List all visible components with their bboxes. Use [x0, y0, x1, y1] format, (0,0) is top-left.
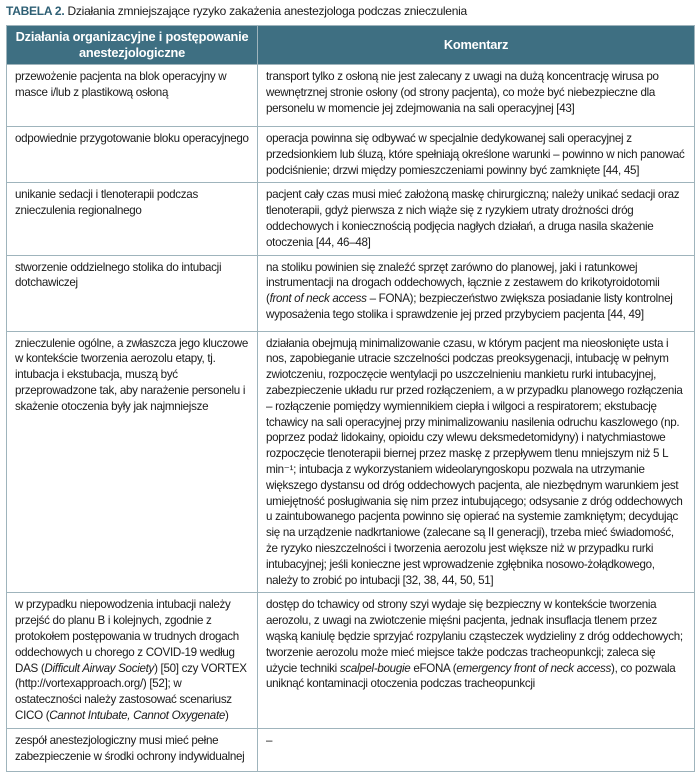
table-row: [7, 255, 695, 331]
action-italic-term: Cannot Intubate, Cannot Oxygenate: [49, 708, 226, 722]
table-row: [7, 331, 695, 593]
action-text: ) [50] czy VORTEX (http://vortexapproach.org/) [52]; w ostateczności należy zastosować scenariusz CICO (: [15, 661, 247, 722]
table-body: [7, 65, 695, 772]
comment-italic-term: front of neck access: [269, 292, 367, 306]
comment-cell: pacjent cały czas musi mieć założoną maskę chirurgiczną; należy unikać sedacji oraz tlenoterapii, gdyż pierwsza z nich wiąże się z ryzykiem utraty drożności dróg oddechowych i koniecznością podjęcia nagłych działań, a druga nasila skażenie otoczenia [44, 46–48]: [258, 183, 695, 255]
table-number: TABELA 2.: [6, 4, 65, 18]
table-title: Działania zmniejszające ryzyko zakażenia anestezjologa podczas znieczulenia: [64, 4, 467, 18]
action-cell: znieczulenie ogólne, a zwłaszcza jego kluczowe w kontekście tworzenia aerozolu etapy, tj. intubacja i ekstubacja, muszą być przeprowadzone tak, aby narażenie personelu i skażenie otoczenia były jak najmniejsze: [7, 331, 258, 593]
comment-cell: działania obejmują minimalizowanie czasu, w którym pacjent ma nieosłonięte usta i nos, zapobieganie utracie szczelności podczas preoksygenacji, intubację w pełnym zwiotczeniu, rozpoczęcie wentylacji po uszczelnieniu mankietu rurki intubacyjnej, zabezpieczenie układu rur przed rozłączeniem, a w przypadku planowego rozłączenia – rozłączenie pomiędzy wymiennikiem ciepła i wilgoci a respiratorem; ekstubację tchawicy na sali operacyjnej przy minimalizowaniu nasilenia odruchu kaszlowego (np. poprzez podaż lidokainy, opioidu czy wlewu deksmedetomidyny) i natychmiastowe rozpoczęcie tlenoterapii biernej przez maskę z przepływem tlenu mniejszym niż 5 L min⁻¹; intubacja z wykorzystaniem wideolaryngoskopu pozwala na utrzymanie większego dystansu od dróg oddechowych pacjenta, ale niezbędnym warunkiem jest umiejętność posługiwania się nim przez intubującego; odsysanie z dróg oddechowych u zaintubowanego pacjenta powinno się opierać na systemie zamkniętym; decydując się na urządzenie nadkrtaniowe (zalecane są II generacji), trzeba mieć świadomość, że ryzyko nieszczelności i tworzenia aerozolu jest większe niż w przypadku rurki intubacyjnej; jeśli konieczne jest wprowadzenie zgłębnika nosowo-żołądkowego, należy to zrobić po intubacji [32, 38, 44, 50, 51]: [258, 331, 695, 593]
comment-text: na stoliku powinien się znaleźć sprzęt zarówno do planowej, jaki i ratunkowej instrumentacji na drogach oddechowych, łącznie z zestawem do krikotyroidotomii (: [266, 260, 660, 306]
action-cell: odpowiednie przygotowanie bloku operacyjnego: [7, 127, 258, 183]
comment-cell: –: [258, 728, 695, 771]
comment-italic-term: scalpel-bougie: [339, 661, 411, 675]
comment-italic-term: emergency front of neck access: [456, 661, 612, 675]
comment-text: ), co pozwala uniknąć kontaminacji otoczenia podczas tracheopunkcji: [266, 661, 676, 691]
action-cell: przewożenie pacjenta na blok operacyjny w masce i/lub z plastikową osłoną: [7, 65, 258, 127]
comment-text: dostęp do tchawicy od strony szyi wydaje się bezpieczny w kontekście tworzenia aerozolu, z uwagi na zwiotczenie mięśni pacjenta, jednak insuflacja tlenem przez wąską kaniulę będzie sprzyjać rozpylaniu cząsteczek wydzieliny z dróg oddechowych; tworzenie aerozolu może mieć miejsce także podczas tracheopunkcji; zaleca się użycie techniki: [266, 598, 683, 675]
header-actions: Działania organizacyjne i postępowanie anestezjologiczne: [7, 26, 258, 65]
measures-table: [6, 25, 695, 772]
comment-cell: operacja powinna się odbywać w specjalnie dedykowanej sali operacyjnej z przedsionkiem lub śluzą, które spełniają określone warunki – powinno w nich panować podciśnienie; drzwi między pomieszczeniami powinny być zamknięte [44, 45]: [258, 127, 695, 183]
comment-cell: [258, 255, 695, 331]
action-text: w przypadku niepowodzenia intubacji należy przejść do planu B i kolejnych, zgodnie z protokołem postępowania w trudnych drogach oddechowych u chorego z COVID-19 według DAS (: [15, 598, 239, 675]
action-cell: zespół anestezjologiczny musi mieć pełne zabezpieczenie w środki ochrony indywidualnej: [7, 728, 258, 771]
table-row: [7, 183, 695, 255]
table-header: [7, 26, 695, 65]
table-row: [7, 728, 695, 771]
header-comment: Komentarz: [258, 26, 695, 65]
table-row: [7, 65, 695, 127]
action-italic-term: Difficult Airway Society: [44, 661, 155, 675]
action-text: ): [225, 708, 229, 722]
comment-text: – FONA); bezpieczeństwo zwiększa posiadanie listy kontrolnej wyposażenia tego stolika i sprawdzenie jej przed przybyciem pacjenta [44, 49]: [266, 292, 673, 321]
header-row: [7, 26, 695, 65]
table-row: [7, 127, 695, 183]
comment-text: eFONA (: [410, 661, 457, 675]
table-caption: [6, 4, 694, 20]
action-cell: stworzenie oddzielnego stolika do intubacji dotchawiczej: [7, 255, 258, 331]
action-cell: unikanie sedacji i tlenoterapii podczas znieczulenia regionalnego: [7, 183, 258, 255]
comment-cell: transport tylko z osłoną nie jest zalecany z uwagi na dużą koncentrację wirusa po wewnętrznej stronie osłony (od strony pacjenta), co może być niebezpieczne dla personelu w momencie jej zdejmowania na sali operacyjnej [43]: [258, 65, 695, 127]
